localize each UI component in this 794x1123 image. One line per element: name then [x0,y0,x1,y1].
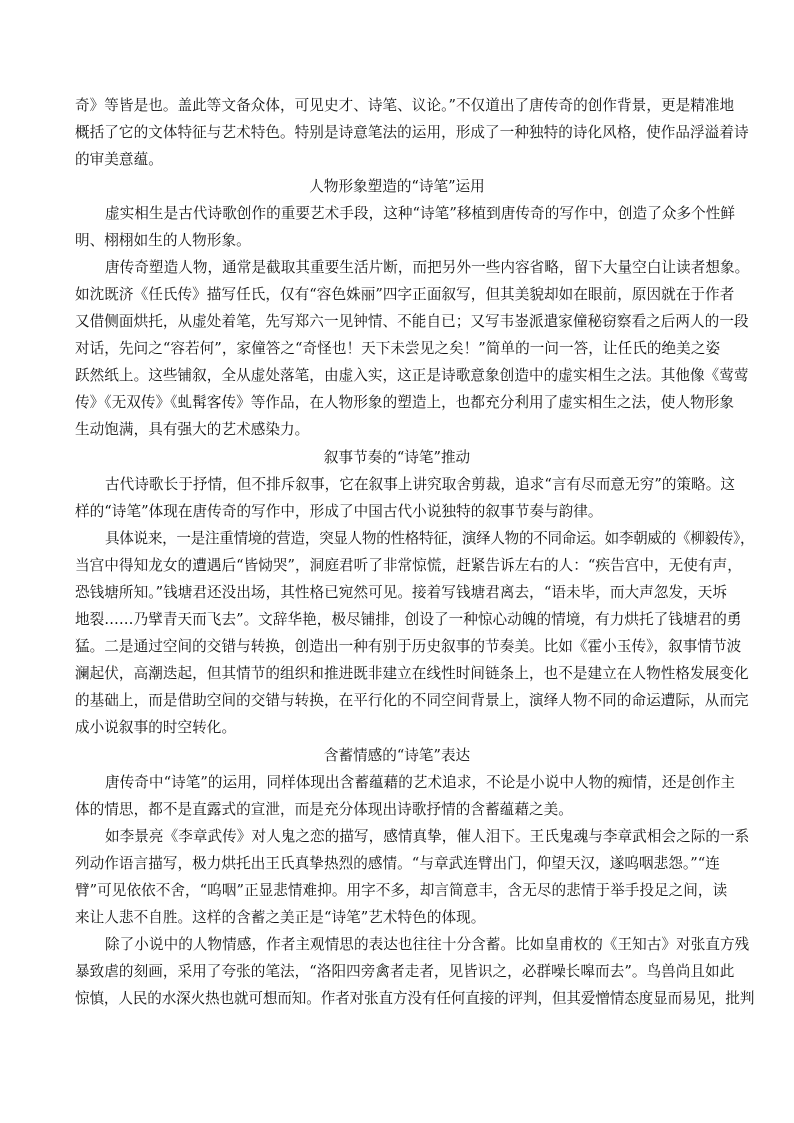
text-line: 又借侧面烘托，从虚处着笔，先写郑六一见钟情、不能自已；又写韦崟派遣家僮秘窃察看之后两人的一段 [75,313,749,330]
text-line: 地裂……乃擘青天而飞去”。文辞华艳，极尽铺排，创设了一种惊心动魄的情境，有力烘托了钱塘君的勇 [75,611,742,628]
text-line: 唐传奇塑造人物，通常是截取其重要生活片断，而把另外一些内容省略，留下大量空白让读者想象。 [105,259,750,276]
text-line: 古代诗歌长于抒情，但不排斥叙事，它在叙事上讲究取舍剪裁，追求“言有尽而意无穷”的策略。这 [105,476,736,493]
text-line: 概括了它的文体特征与艺术特色。特别是诗意笔法的运用，形成了一种独特的诗化风格，使作品浮溢着诗 [75,124,749,141]
text-line: 暴致虐的刻画，采用了夸张的笔法，“洛阳四旁禽者走者，见皆识之，必群噪长嗥而去”。鸟兽尚且如此 [75,963,735,980]
text-line: 虚实相生是古代诗歌创作的重要艺术手段，这种“诗笔”移植到唐传奇的写作中，创造了众多个性鲜 [105,205,736,222]
text-line: 当宫中得知龙女的遭遇后“皆恸哭”，洞庭君听了非常惊慌，赶紧告诉左右的人：“疾告宫中，无使有声， [75,557,742,574]
text-line: 唐传奇中“诗笔”的运用，同样体现出含蓄蕴藉的艺术追求，不论是小说中人物的痴情，还是创作主 [105,774,736,791]
text-line: 来让人悲不自胜。这样的含蓄之美正是“诗笔”艺术特色的体现。 [75,909,486,926]
text-line: 对话，先问之“容若何”，家僮答之“奇怪也！天下未尝见之矣！”简单的一问一答，让任氏的绝美之姿 [75,340,721,357]
text-line: 跃然纸上。这些铺叙，全从虚处落笔，由虚入实，这正是诗歌意象创造中的虚实相生之法。其他像《莺莺 [75,367,749,384]
section-heading: 人物形象塑造的“诗笔”运用 [309,178,485,195]
text-line: 恐钱塘所知。”钱塘君还没出场，其性格已宛然可见。接着写钱塘君离去，“语未毕，而大声忽发，天坼 [75,584,728,601]
text-line: 传》《无双传》《虬髯客传》等作品，在人物形象的塑造上，也都充分利用了虚实相生之法，使人物形象 [75,394,735,411]
text-line: 如沈既济《任氏传》描写任氏，仅有“容色姝丽”四字正面叙写，但其美貌却如在眼前，原因就在于作者 [75,286,735,303]
text-line: 奇》等皆是也。盖此等文备众体，可见史才、诗笔、议论。”不仅道出了唐传奇的创作背景，更是精准地 [75,97,735,114]
text-line: 体的情思，都不是直露式的宣泄，而是充分体现出诗歌抒情的含蓄蕴藉之美。 [75,801,573,818]
text-line: 的审美意蕴。 [75,151,163,168]
text-line: 的基础上，而是借助空间的交错与转换，在平行化的不同空间背景上，演绎人物不同的命运遭际，从而完 [75,692,749,709]
text-line: 明、栩栩如生的人物形象。 [75,232,251,249]
text-line: 猛。二是通过空间的交错与转换，创造出一种有别于历史叙事的节奏美。比如《霍小玉传》，叙事情节波 [75,638,742,655]
text-line: 具体说来，一是注重情境的营造，突显人物的性格特征，演绎人物的不同命运。如李朝威的《柳毅传》， [105,530,755,547]
text-line: 澜起伏，高潮迭起，但其情节的组织和推进既非建立在线性时间链条上，也不是建立在人物性格发展变化 [75,665,749,682]
section-heading: 含蓄情感的“诗笔”表达 [323,747,471,764]
text-line: 列动作语言描写，极力烘托出王氏真挚热烈的感情。“与章武连臂出门，仰望天汉，遂呜咽悲怨。”“连 [75,855,720,872]
text-line: 除了小说中的人物情感，作者主观情思的表达也往往十分含蓄。比如皇甫枚的《王知古》对张直方残 [105,936,750,953]
text-line: 惊慎，人民的水深火热也就可想而知。作者对张直方没有任何直接的评判，但其爱憎情态度显而易见，批判 [75,990,755,1007]
text-line: 样的“诗笔”体现在唐传奇的写作中，形成了中国古代小说独特的叙事节奏与韵律。 [75,503,603,520]
text-line: 臂”可见依依不舍，“呜咽”正显悲情难抑。用字不多，却言简意丰，含无尽的悲情于举手投足之间，读 [75,882,728,899]
section-heading: 叙事节奏的“诗笔”推动 [323,449,471,466]
text-line: 生动饱满，具有强大的艺术感染力。 [75,421,310,438]
text-line: 成小说叙事的时空转化。 [75,719,237,736]
text-line: 如李景亮《李章武传》对人鬼之恋的描写，感情真挚，催人泪下。王氏鬼魂与李章武相会之际的一系 [105,828,750,845]
